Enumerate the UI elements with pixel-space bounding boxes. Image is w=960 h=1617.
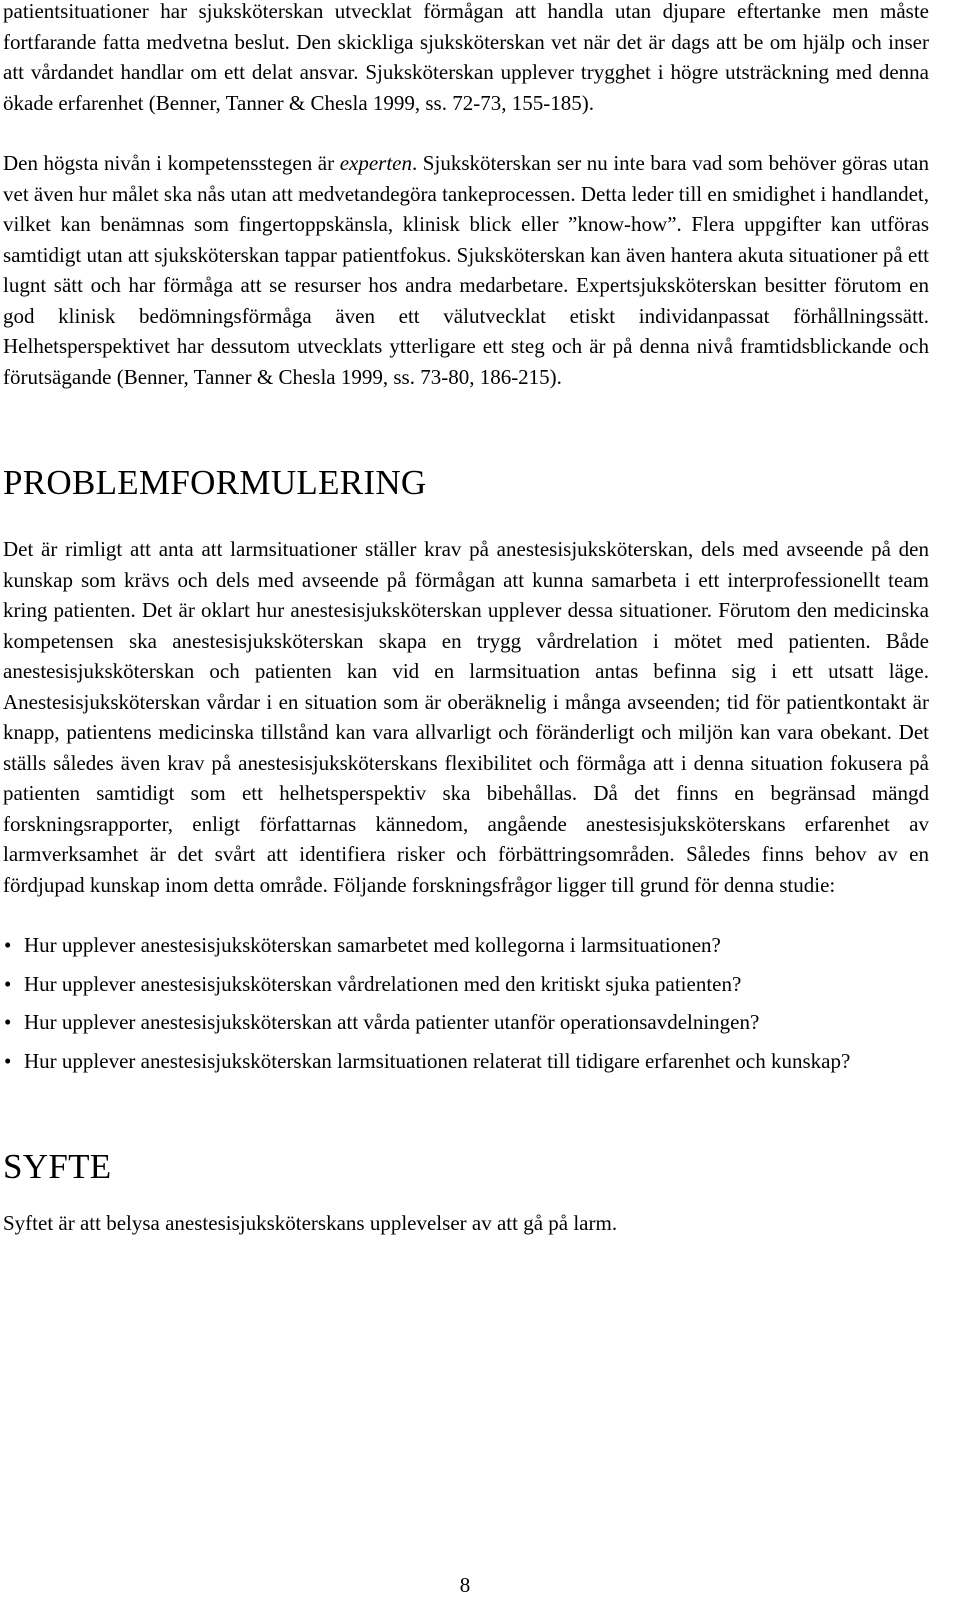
- bullet-icon: •: [4, 971, 12, 996]
- bullet-icon: •: [4, 1048, 12, 1073]
- expert-paragraph: [3, 148, 929, 392]
- bullet-icon: •: [4, 933, 12, 957]
- aim-heading: SYFTE: [3, 1147, 112, 1186]
- research-question: [3, 1007, 929, 1038]
- expert-term: experten: [339, 151, 412, 175]
- research-question: [3, 1046, 929, 1077]
- expert-rest-text: . Sjuksköterskan ser nu inte bara vad som behöver göras utan vet även hur målet ska nås utan att medvetandegöra tankeprocessen. Detta leder till en smidighet i handlandet, vilket kan benämnas som fingertoppskänsla, klinisk blick eller ”know-how”. Flera uppgifter kan utföras samtidigt utan att sjuksköterskan tappar patientfokus. Sjuksköterskan kan även hantera akuta situationer på ett lugnt sätt och har förmåga att se resurser hos andra medarbetare. Expertsjuksköterskan besitter förutom en god klinisk bedömningsförmåga även ett välutvecklat etiskt individanpassat förhållningssätt. Helhetsperspektivet har dessutom utvecklats ytterligare ett steg och är på denna nivå framtidsblickande och förutsägande (Benner, Tanner & Chesla 1999, ss. 73-80, 186-215).: [3, 151, 930, 389]
- problem-heading: PROBLEMFORMULERING: [3, 463, 427, 502]
- research-question-text: Hur upplever anestesisjuksköterskan att vårda patienter utanför operationsavdelningen?: [24, 1010, 760, 1034]
- research-question-text: Hur upplever anestesisjuksköterskan samarbetet med kollegorna i larmsituationen?: [24, 933, 721, 957]
- research-question: [3, 930, 929, 961]
- aim-paragraph: Syftet är att belysa anestesisjuksköterskans upplevelser av att gå på larm.: [3, 1211, 618, 1235]
- benner-paragraph: patientsituationer har sjuksköterskan utvecklat förmågan att handla utan djupare eftertanke men måste fortfarande fatta medvetna beslut. Den skickliga sjuksköterskan vet när det är dags att be om hjälp och inser att vårdandet handlar om ett delat ansvar. Sjuksköterskan upplever trygghet i högre utsträckning med denna ökade erfarenhet (Benner, Tanner & Chesla 1999, ss. 72-73, 155-185).: [3, 0, 929, 115]
- research-question: [3, 969, 929, 1000]
- research-question-text: Hur upplever anestesisjuksköterskan vårdrelationen med den kritiskt sjuka patienten?: [24, 971, 742, 996]
- expert-lead-text: Den högsta nivån i kompetensstegen är: [3, 151, 340, 175]
- bullet-icon: •: [4, 1010, 12, 1034]
- problem-paragraph: Det är rimligt att anta att larmsituationer ställer krav på anestesisjuksköterskan, dels med avseende på den kunskap som krävs och dels med avseende på förmågan att kunna samarbeta i ett interprofessionellt team kring patienten. Det är oklart hur anestesisjuksköterskan upplever dessa situationer. Förutom den medicinska kompetensen ska anestesisjuksköterskan skapa en trygg vårdrelation i mötet med patienten. Både anestesisjuksköterskan och patienten kan vid en larmsituation antas befinna sig i ett utsatt läge. Anestesisjuksköterskan vårdar i en situation som är oberäknelig i många avseenden; tid för patientkontakt är knapp, patientens medicinska tillstånd kan vara allvarligt och föränderligt och miljön kan vara obekant. Det ställs således även krav på anestesisjuksköterskans flexibilitet och förmåga att i denna situation fokusera på patienten samtidigt som ett helhetsperspektiv ska bibehållas. Då det finns en begränsad mängd forskningsrapporter, enligt författarnas kännedom, angående anestesisjuksköterskans erfarenhet av larmverksamhet är det svårt att identifiera risker och förbättringsområden. Således finns behov av en fördjupad kunskap inom detta område. Följande forskningsfrågor ligger till grund för denna studie:: [3, 537, 929, 897]
- page-number: 8: [459, 1573, 471, 1597]
- research-question-text: Hur upplever anestesisjuksköterskan larmsituationen relaterat till tidigare erfarenhet och kunskap?: [24, 1048, 851, 1073]
- research-questions-list: [3, 930, 929, 1076]
- document-content: [3, 0, 929, 1239]
